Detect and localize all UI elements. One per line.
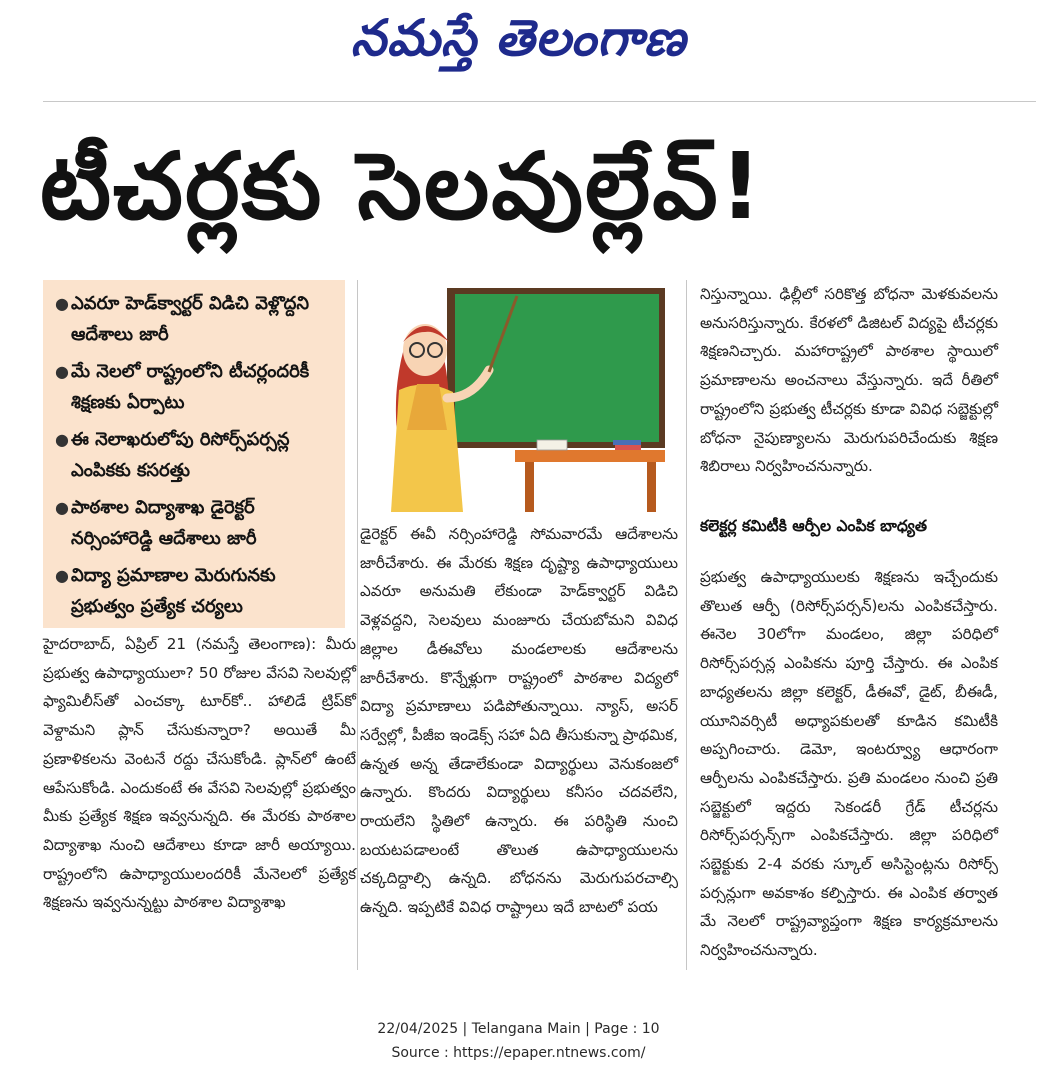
- bullet-icon: ●: [55, 294, 69, 313]
- highlight-item: [55, 288, 339, 350]
- highlight-text: ఎవరూ హెడ్‌క్వార్టర్ విడిచి వెళ్లొద్దని ఆదేశాలు జారీ: [71, 293, 309, 345]
- bullet-icon: ●: [55, 498, 69, 517]
- book-stack: [613, 440, 641, 445]
- highlight-item: [55, 492, 339, 554]
- desk-leg: [647, 462, 656, 512]
- article-headline: టీచర్లకు సెలవుల్లేవ్!: [40, 133, 764, 240]
- bullet-icon: ●: [55, 430, 69, 449]
- open-book: [537, 440, 567, 450]
- column-divider: [686, 280, 687, 970]
- book-stack: [615, 445, 641, 450]
- desk-top: [515, 450, 665, 462]
- article-column-right-top: నిస్తున్నాయి. ఢిల్లీలో సరికొత్త బోధనా మెళకువలను అనుసరిస్తున్నారు. కేరళలో డిజిటల్ విద్యపై టీచర్లకు శిక్షణనిచ్చారు. మహారాష్ట్రలో పాఠశాల స్థాయిలో ప్రమాణాలను అంచనాలు వేస్తున్నారు. ఇదే రీతిలో రాష్ట్రంలోని ప్రభుత్వ టీచర్లకు కూడా వివిధ సబ్జెక్టుల్లో బోధనా నైపుణ్యాలను మెరుగుపరిచేందుకు శిక్షణ శిబిరాలు నిర్వహించనున్నారు.: [700, 285, 998, 476]
- masthead-divider: [43, 101, 1036, 102]
- teacher-illustration: [377, 280, 669, 512]
- footer-date-line: 22/04/2025 | Telangana Main | Page : 10: [377, 1021, 660, 1037]
- highlight-item: [55, 356, 339, 418]
- footer-source-line: Source : https://epaper.ntnews.com/: [391, 1045, 646, 1061]
- article-column-left: హైదరాబాద్, ఏప్రిల్ 21 (నమస్తే తెలంగాణ): మీరు ప్రభుత్వ ఉపాధ్యాయులా? 50 రోజుల వేసవి సెలవుల్లో ఫ్యామిలీస్‌తో ఎంచక్కా టూర్‌కో.. హాలిడే ట్రిప్‌కో వెళ్దామని ప్లాన్ చేసుకున్నారా? అయితే మీ ప్రణాళికలను వెంటనే రద్దు చేసుకోండి. ప్లాన్‌లో ఉంటే ఆపేసుకోండి. ఎందుకంటే ఈ వేసవి సెలవుల్లో ప్రభుత్వం మీకు ప్రత్యేక శిక్షణ ఇవ్వనున్నది. ఈ మేరకు పాఠశాల విద్యాశాఖ నుంచి ఆదేశాలు కూడా జారీ అయ్యాయి. రాష్ట్రంలోని ఉపాధ్యాయులందరికీ మేనెలలో ప్రత్యేక శిక్షణను ఇవ్వనున్నట్టు పాఠశాల విద్యాశాఖ: [43, 635, 356, 912]
- column-divider: [357, 280, 358, 970]
- highlight-text: పాఠశాల విద్యాశాఖ డైరెక్టర్ నర్సింహారెడ్డి ఆదేశాలు జారీ: [71, 497, 257, 549]
- highlight-text: మే నెలలో రాష్ట్రంలోని టీచర్లందరికీ శిక్షణకు ఏర్పాటు: [71, 361, 310, 413]
- article-subheading: కలెక్టర్ల కమిటీకి ఆర్పీల ఎంపిక బాధ్యత: [700, 517, 927, 535]
- article-column-right-bottom: ప్రభుత్వ ఉపాధ్యాయులకు శిక్షణను ఇచ్చేందుకు తొలుత ఆర్పీ (రిసోర్స్‌పర్సన్)లను ఎంపికచేస్తారు. ఈనెల 30లోగా మండలం, జిల్లా పరిధిలో రిసోర్స్‌పర్సన్ల ఎంపికను పూర్తి చేస్తారు. ఈ ఎంపిక బాధ్యతలను జిల్లా కలెక్టర్, డీఈవో, డైట్, బీఈడీ, యూనివర్సిటీ అధ్యాపకులతో కూడిన కమిటీకి అప్పగించారు. డెమో, ఇంటర్వ్యూ ఆధారంగా ఆర్పీలను ఎంపికచేస్తారు. ప్రతి మండలం నుంచి ప్రతి సబ్జెక్టులో ఇద్దరు సెకండరీ గ్రేడ్ టీచర్లను రిసోర్స్‌పర్సన్స్‌గా ఎంపికచేస్తారు. జిల్లా పరిధిలో సబ్జెక్టుకు 2-4 వరకు స్కూల్ అసిస్టెంట్లను రిసోర్స్ పర్సన్లుగా అవకాశం కల్పిస్తారు. ఈ ఎంపిక తర్వాత మే నెలలో రాష్ట్రవ్యాప్తంగా శిక్షణ కార్యక్రమాలను నిర్వహించనున్నారు.: [700, 568, 998, 960]
- highlight-text: ఈ నెలాఖరులోపు రిసోర్స్‌పర్సన్ల ఎంపికకు కసరత్తు: [71, 429, 290, 481]
- bullet-icon: ●: [55, 362, 69, 381]
- highlight-item: [55, 424, 339, 486]
- highlight-text: విద్యా ప్రమాణాల మెరుగునకు ప్రభుత్వం ప్రత్యేక చర్యలు: [71, 565, 276, 617]
- highlight-item: [55, 560, 339, 622]
- bullet-icon: ●: [55, 566, 69, 585]
- article-column-middle: డైరెక్టర్ ఈవీ నర్సింహారెడ్డి సోమవారమే ఆదేశాలను జారీచేశారు. ఈ మేరకు శిక్షణ దృష్ట్యా ఉపాధ్యాయులు ఎవరూ అనుమతి లేకుండా హెడ్‌క్వార్టర్ విడిచి వెళ్లవద్దని, సెలవులు మంజూరు చేయబోమని వివిధ జిల్లాల డీఈవోలు మండలాలకు ఆదేశాలను జారీచేశారు. కొన్నేళ్లుగా రాష్ట్రంలో పాఠశాల విద్యలో విద్యా ప్రమాణాలు పడిపోతున్నాయి. న్యాస్, అసర్ సర్వేల్లో, పీజీఐ ఇండెక్స్ సహా ఏది తీసుకున్నా ప్రాథమిక, ఉన్నత అన్న తేడాలేకుండా విద్యార్థులు వెనుకంజలో ఉన్నారు. కొందరు విద్యార్థులు కనీసం చదవలేని, రాయలేని స్థితిలో ఉన్నారు. ఈ పరిస్థితి నుంచి బయటపడాలంటే తొలుత ఉపాధ్యాయులను చక్కదిద్దాల్సి ఉన్నది. బోధనను మెరుగుపరచాల్సి ఉన్నది. ఇప్పటికే వివిధ రాష్ట్రాలు ఇదే బాటలో పయ: [360, 525, 678, 917]
- highlights-box: [43, 280, 345, 628]
- desk-leg: [525, 462, 534, 512]
- masthead: [0, 0, 1037, 80]
- newspaper-logo: నమస్తే తెలంగాణ: [350, 9, 687, 67]
